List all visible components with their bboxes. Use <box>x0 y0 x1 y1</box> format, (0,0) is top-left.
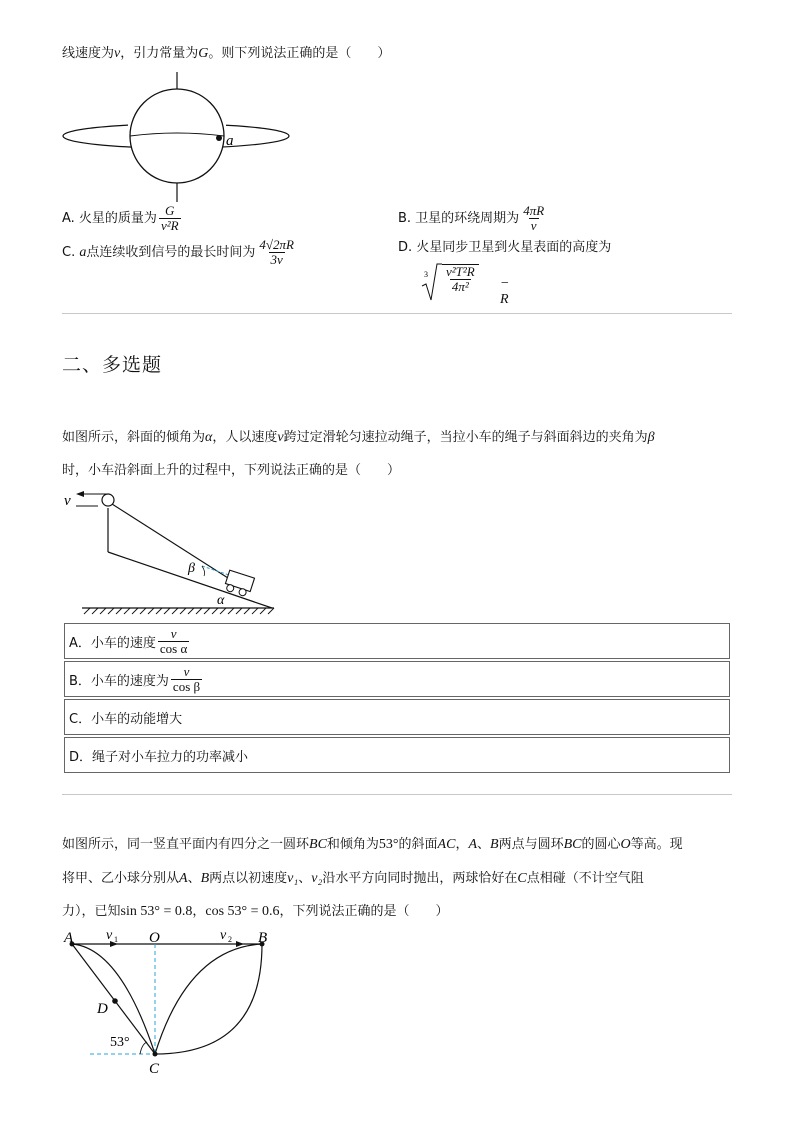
label-angle: 53° <box>110 1035 130 1050</box>
q1-option-d: D. 火星同步卫星到火星表面的高度为 <box>398 240 612 255</box>
svg-text:3: 3 <box>424 270 428 279</box>
label-C: C <box>149 1061 160 1076</box>
label-D: D <box>97 1001 108 1017</box>
q1-planet-figure <box>60 70 300 205</box>
label-a: a <box>226 133 234 149</box>
q2-stem-line1: 如图所示，斜面的倾角为α，人以速度v跨过定滑轮匀速拉动绳子，当拉小车的绳子与斜面斜边的夹角为β <box>62 430 655 445</box>
divider <box>62 794 732 795</box>
q2-incline-figure <box>62 486 282 616</box>
q3-stem-line2: 将甲、乙小球分别从A、B两点以初速度v₁、v₂沿水平方向同时抛出，两球恰好在C点相碰（不计空气阻 <box>62 871 644 886</box>
q3-arc-figure <box>60 926 285 1076</box>
label-B: B <box>258 930 268 946</box>
q2-stem-line2: 时，小车沿斜面上升的过程中，下列说法正确的是（ ） <box>62 463 401 478</box>
label-O: O <box>149 930 160 946</box>
q1-option-c: C. a点连续收到信号的最长时间为 $\frac{4√2\pi R}{3v}$ <box>62 237 294 267</box>
divider <box>62 313 732 314</box>
section-title: 二、多选题 <box>62 354 163 376</box>
label-v1: v <box>106 928 113 943</box>
q3-stem-line3: 力），已知sin 53° = 0.8，cos 53° = 0.6，下列说法正确的是（ ） <box>62 904 449 919</box>
point-a-marker <box>216 135 222 141</box>
label-v2-sub: 2 <box>228 935 232 944</box>
q2-option-a[interactable]: A．小车的速度 $\frac{v}{\text{cos α}}$ <box>64 623 730 659</box>
beta-label: β <box>188 561 195 576</box>
label-v1-sub: 1 <box>114 935 118 944</box>
q2-option-c[interactable]: C．小车的动能增大 <box>64 699 730 735</box>
q1-option-b: B. 卫星的环绕周期为 $\frac{4\pi R}{v}$ <box>398 203 545 233</box>
label-A: A <box>64 930 74 946</box>
q1-stem: 线速度为v，引力常量为G。则下列说法正确的是（ ） <box>62 46 391 61</box>
q2-option-b[interactable]: B．小车的速度为 $\frac{v}{\text{cos β}}$ <box>64 661 730 697</box>
q3-stem-line1: 如图所示，同一竖直平面内有四分之一圆环BC和倾角为53°的斜面AC，A、B两点与圆环BC的圆心O等高。现 <box>62 837 683 852</box>
q2-options-table <box>62 621 732 775</box>
q2-option-d[interactable]: D．绳子对小车拉力的功率减小 <box>64 737 730 773</box>
label-v2: v <box>220 928 227 943</box>
q1-option-a: A. 火星的质量为 $\frac{G}{\text{v²R}}$ <box>62 203 179 233</box>
alpha-label: α <box>217 593 225 608</box>
velocity-label: v <box>64 493 71 509</box>
